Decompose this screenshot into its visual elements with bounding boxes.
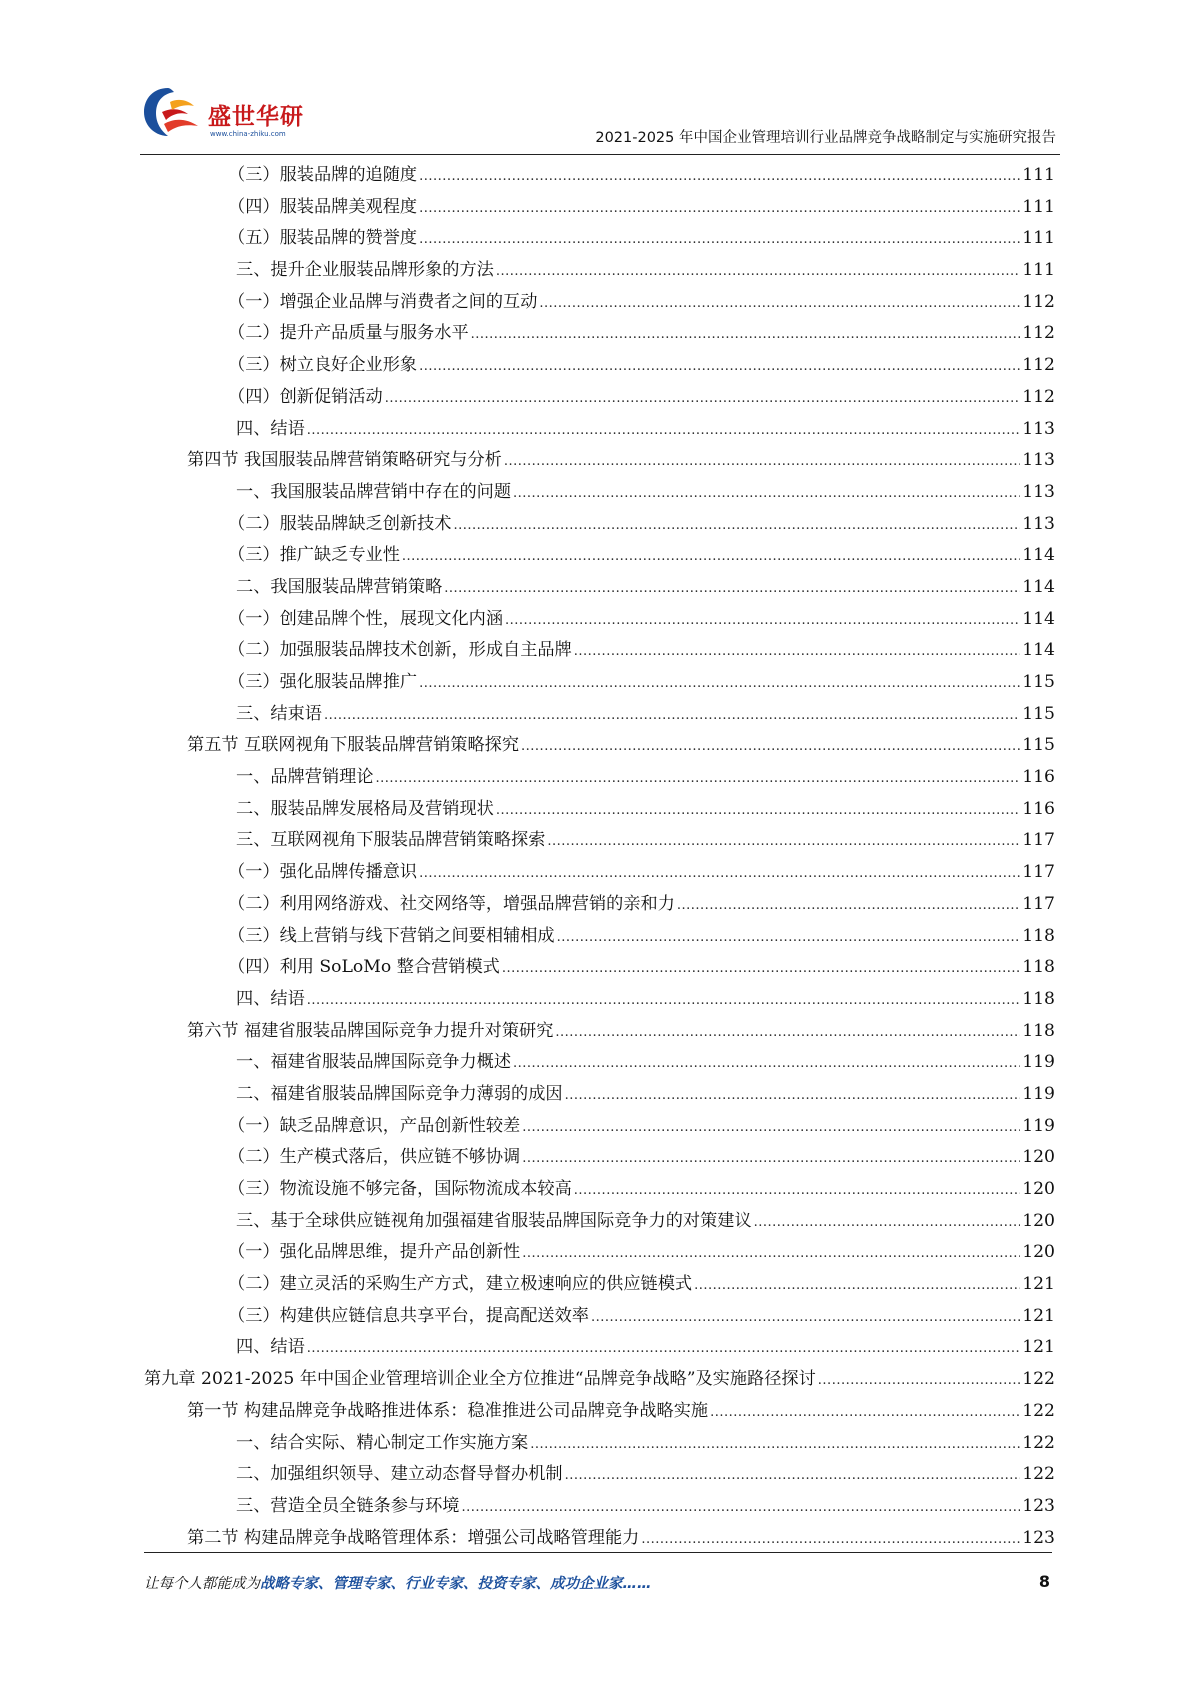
- toc-dot-leader: [496, 256, 1020, 288]
- toc-dot-leader: [376, 763, 1021, 795]
- toc-dot-leader: [754, 1207, 1021, 1239]
- toc-entry-page: 112: [1022, 355, 1055, 376]
- toc-entry-title: （二）利用网络游戏、社交网络等，增强品牌营销的亲和力: [228, 893, 675, 914]
- toc-entry[interactable]: [144, 1269, 1055, 1301]
- toc-entry-title: （三）强化服装品牌推广: [228, 672, 418, 692]
- toc-dot-leader: [591, 1302, 1020, 1334]
- table-of-contents: [144, 160, 1055, 1554]
- toc-entry-page: 115: [1022, 735, 1055, 756]
- toc-entry-title: （二）建立灵活的采购生产方式，建立极速响应的供应链模式: [228, 1274, 693, 1295]
- toc-entry-page: 113: [1022, 418, 1055, 439]
- toc-entry-title: （四）服装品牌美观程度: [228, 196, 418, 217]
- toc-entry[interactable]: [144, 192, 1055, 224]
- toc-entry-page: 121: [1022, 1274, 1055, 1295]
- toc-dot-leader: [513, 478, 1020, 510]
- toc-dot-leader: [419, 668, 1020, 700]
- report-title: 2021-2025 年中国企业管理培训行业品牌竞争战略制定与实施研究报告: [595, 130, 1056, 146]
- toc-entry[interactable]: [144, 1206, 1055, 1238]
- toc-entry-title: （三）物流设施不够完备，国际物流成本较高: [228, 1179, 572, 1199]
- toc-entry[interactable]: [144, 350, 1055, 382]
- toc-entry[interactable]: [144, 825, 1055, 857]
- toc-dot-leader: [557, 922, 1021, 954]
- toc-entry-title: 三、结束语: [236, 703, 322, 724]
- toc-dot-leader: [677, 890, 1020, 922]
- toc-entry-page: 116: [1022, 798, 1055, 819]
- toc-dot-leader: [505, 605, 1020, 637]
- toc-entry[interactable]: [144, 477, 1055, 509]
- toc-entry-title: 二、福建省服装品牌国际竞争力薄弱的成因: [236, 1083, 563, 1104]
- toc-dot-leader: [307, 985, 1020, 1017]
- toc-entry-page: 112: [1022, 291, 1055, 312]
- toc-entry-title: 第一节 构建品牌竞争战略推进体系：稳准推进公司品牌竞争战略实施: [187, 1400, 709, 1421]
- toc-entry-page: 122: [1022, 1464, 1055, 1485]
- toc-entry-page: 113: [1022, 481, 1055, 502]
- toc-entry-title: （一）增强企业品牌与消费者之间的互动: [228, 291, 538, 312]
- toc-dot-leader: [547, 826, 1020, 858]
- toc-entry-title: 三、提升企业服装品牌形象的方法: [236, 260, 494, 281]
- toc-entry-title: （三）推广缺乏专业性: [228, 545, 400, 566]
- toc-entry-page: 111: [1022, 165, 1055, 185]
- toc-entry-page: 119: [1022, 1083, 1055, 1104]
- toc-entry[interactable]: [144, 984, 1055, 1016]
- toc-dot-leader: [513, 1048, 1020, 1080]
- toc-entry-title: 第九章 2021-2025 年中国企业管理培训企业全方位推进“品牌竞争战略”及实施路径探讨: [144, 1369, 816, 1390]
- toc-entry[interactable]: [144, 445, 1055, 477]
- toc-entry[interactable]: [144, 1523, 1055, 1555]
- toc-entry[interactable]: [144, 1142, 1055, 1174]
- toc-entry-page: 112: [1022, 323, 1055, 344]
- toc-entry-title: 四、结语: [236, 418, 305, 439]
- toc-dot-leader: [641, 1524, 1020, 1556]
- toc-entry[interactable]: [144, 1332, 1055, 1364]
- toc-entry-title: （三）服装品牌的追随度: [228, 165, 418, 185]
- toc-entry[interactable]: [144, 857, 1055, 889]
- toc-entry[interactable]: [144, 1396, 1055, 1428]
- toc-dot-leader: [694, 1270, 1020, 1302]
- toc-entry[interactable]: [144, 762, 1055, 794]
- footer-slogan-lead: 让每个人都能成为: [144, 1576, 260, 1592]
- toc-entry-page: 114: [1022, 576, 1055, 597]
- toc-entry-page: 121: [1022, 1305, 1055, 1326]
- toc-entry[interactable]: [144, 794, 1055, 826]
- toc-entry[interactable]: [144, 572, 1055, 604]
- toc-dot-leader: [385, 383, 1020, 415]
- toc-entry[interactable]: [144, 1459, 1055, 1491]
- toc-entry-page: 113: [1022, 513, 1055, 534]
- toc-dot-leader: [565, 1460, 1021, 1492]
- toc-entry-title: （一）强化品牌传播意识: [228, 862, 418, 883]
- brand-url: www.china-zhiku.com: [210, 130, 286, 138]
- toc-entry-page: 123: [1022, 1495, 1055, 1516]
- toc-entry[interactable]: [144, 540, 1055, 572]
- toc-dot-leader: [496, 795, 1020, 827]
- toc-entry-title: 第五节 互联网视角下服装品牌营销策略探究: [187, 735, 520, 756]
- toc-entry[interactable]: [144, 604, 1055, 636]
- toc-dot-leader: [419, 351, 1020, 383]
- company-logo: [140, 82, 400, 148]
- toc-entry-title: （四）创新促销活动: [228, 386, 383, 407]
- toc-entry-page: 111: [1022, 228, 1055, 249]
- toc-entry-page: 120: [1022, 1242, 1055, 1263]
- brand-name: 盛世华研: [208, 104, 304, 130]
- toc-entry-page: 114: [1022, 640, 1055, 661]
- toc-entry-page: 115: [1022, 703, 1055, 724]
- toc-entry[interactable]: [144, 667, 1055, 699]
- toc-entry-page: 118: [1022, 925, 1055, 946]
- toc-entry-title: 第二节 构建品牌竞争战略管理体系：增强公司战略管理能力: [187, 1527, 640, 1548]
- toc-entry-title: 二、服装品牌发展格局及营销现状: [236, 798, 494, 819]
- toc-dot-leader: [504, 446, 1020, 478]
- toc-entry-page: 115: [1022, 672, 1055, 692]
- toc-entry[interactable]: [144, 1364, 1055, 1396]
- toc-entry-page: 120: [1022, 1210, 1055, 1231]
- toc-dot-leader: [471, 319, 1021, 351]
- toc-entry[interactable]: [144, 635, 1055, 667]
- toc-entry[interactable]: [144, 889, 1055, 921]
- toc-entry[interactable]: [144, 509, 1055, 541]
- toc-entry-title: （一）强化品牌思维，提升产品创新性: [228, 1242, 521, 1263]
- toc-entry[interactable]: [144, 414, 1055, 446]
- toc-dot-leader: [419, 161, 1020, 193]
- toc-dot-leader: [419, 224, 1020, 256]
- toc-entry[interactable]: [144, 952, 1055, 984]
- toc-entry-page: 114: [1022, 608, 1055, 629]
- toc-dot-leader: [574, 636, 1020, 668]
- toc-dot-leader: [710, 1397, 1020, 1429]
- toc-entry-title: 三、互联网视角下服装品牌营销策略探索: [236, 830, 546, 851]
- toc-entry-title: 一、福建省服装品牌国际竞争力概述: [236, 1052, 512, 1073]
- toc-dot-leader: [461, 1492, 1020, 1524]
- toc-dot-leader: [453, 510, 1020, 542]
- toc-entry-page: 111: [1022, 196, 1055, 217]
- toc-entry[interactable]: [144, 1428, 1055, 1460]
- toc-entry[interactable]: [144, 382, 1055, 414]
- toc-entry-page: 120: [1022, 1147, 1055, 1168]
- toc-entry-title: 一、品牌营销理论: [236, 767, 374, 788]
- toc-entry-page: 118: [1022, 957, 1055, 978]
- toc-dot-leader: [522, 1143, 1020, 1175]
- toc-entry-title: 一、结合实际、精心制定工作实施方案: [236, 1432, 529, 1453]
- toc-entry-title: 一、我国服装品牌营销中存在的问题: [236, 481, 512, 502]
- toc-entry-title: 四、结语: [236, 988, 305, 1009]
- toc-entry-page: 111: [1022, 260, 1055, 281]
- toc-entry[interactable]: [144, 699, 1055, 731]
- toc-dot-leader: [324, 700, 1020, 732]
- toc-entry[interactable]: [144, 287, 1055, 319]
- toc-entry[interactable]: [144, 921, 1055, 953]
- logo-emblem-icon: [140, 82, 210, 144]
- footer-slogan-accent: 战略专家、管理专家、行业专家、投资专家、成功企业家……: [260, 1576, 652, 1592]
- toc-entry[interactable]: [144, 1491, 1055, 1523]
- page-footer: [144, 1572, 1052, 1596]
- toc-entry-page: 122: [1022, 1369, 1055, 1390]
- toc-dot-leader: [539, 288, 1020, 320]
- toc-entry[interactable]: [144, 1111, 1055, 1143]
- toc-entry[interactable]: [144, 1174, 1055, 1206]
- toc-entry-title: （三）构建供应链信息共享平台，提高配送效率: [228, 1305, 589, 1326]
- toc-entry[interactable]: [144, 255, 1055, 287]
- page-number: 8: [1038, 1572, 1050, 1591]
- toc-entry[interactable]: [144, 1079, 1055, 1111]
- toc-entry-title: 四、结语: [236, 1337, 305, 1358]
- toc-entry-page: 116: [1022, 767, 1055, 788]
- toc-dot-leader: [530, 1429, 1020, 1461]
- toc-dot-leader: [555, 1017, 1020, 1049]
- toc-entry[interactable]: [144, 223, 1055, 255]
- toc-entry-page: 123: [1022, 1527, 1055, 1548]
- toc-entry-title: 三、营造全员全链条参与环境: [236, 1495, 460, 1516]
- toc-dot-leader: [565, 1080, 1021, 1112]
- toc-entry[interactable]: [144, 160, 1055, 192]
- toc-entry-title: （一）创建品牌个性，展现文化内涵: [228, 608, 504, 629]
- toc-entry-title: 第四节 我国服装品牌营销策略研究与分析: [187, 450, 502, 471]
- toc-entry-title: （二）提升产品质量与服务水平: [228, 323, 469, 344]
- toc-dot-leader: [574, 1175, 1020, 1207]
- toc-dot-leader: [419, 193, 1020, 225]
- toc-entry-page: 117: [1022, 830, 1055, 851]
- toc-entry[interactable]: [144, 1047, 1055, 1079]
- toc-dot-leader: [818, 1365, 1020, 1397]
- toc-entry-title: （二）服装品牌缺乏创新技术: [228, 513, 452, 534]
- toc-entry-page: 119: [1022, 1115, 1055, 1136]
- toc-entry-page: 117: [1022, 862, 1055, 883]
- toc-dot-leader: [522, 1238, 1020, 1270]
- toc-entry-title: （二）加强服装品牌技术创新，形成自主品牌: [228, 640, 572, 661]
- toc-entry-page: 118: [1022, 988, 1055, 1009]
- toc-entry-page: 117: [1022, 893, 1055, 914]
- toc-entry-title: 三、基于全球供应链视角加强福建省服装品牌国际竞争力的对策建议: [236, 1210, 752, 1231]
- toc-dot-leader: [307, 415, 1020, 447]
- page-header: [140, 82, 1060, 160]
- toc-entry-title: （五）服装品牌的赞誉度: [228, 228, 418, 249]
- toc-entry-page: 112: [1022, 386, 1055, 407]
- toc-dot-leader: [444, 573, 1020, 605]
- toc-entry-title: （四）利用 SoLoMo 整合营销模式: [228, 957, 500, 978]
- toc-dot-leader: [522, 1112, 1020, 1144]
- toc-dot-leader: [502, 953, 1020, 985]
- toc-entry-title: 第六节 福建省服装品牌国际竞争力提升对策研究: [187, 1020, 554, 1041]
- toc-entry-title: 二、我国服装品牌营销策略: [236, 576, 443, 597]
- toc-entry-title: （三）树立良好企业形象: [228, 355, 418, 376]
- toc-dot-leader: [419, 858, 1020, 890]
- toc-entry-title: （二）生产模式落后，供应链不够协调: [228, 1147, 521, 1168]
- toc-entry-page: 119: [1022, 1052, 1055, 1073]
- toc-entry[interactable]: [144, 1301, 1055, 1333]
- toc-entry-page: 121: [1022, 1337, 1055, 1358]
- toc-dot-leader: [521, 731, 1020, 763]
- toc-entry-page: 113: [1022, 450, 1055, 471]
- toc-entry[interactable]: [144, 318, 1055, 350]
- toc-dot-leader: [307, 1333, 1020, 1365]
- toc-entry-page: 114: [1022, 545, 1055, 566]
- toc-entry-title: （三）线上营销与线下营销之间要相辅相成: [228, 925, 555, 946]
- toc-entry[interactable]: [144, 730, 1055, 762]
- header-divider: [140, 154, 1060, 155]
- toc-entry[interactable]: [144, 1237, 1055, 1269]
- footer-divider: [144, 1552, 1052, 1553]
- toc-entry[interactable]: [144, 1016, 1055, 1048]
- toc-entry-page: 118: [1022, 1020, 1055, 1041]
- toc-entry-title: 二、加强组织领导、建立动态督导督办机制: [236, 1464, 563, 1485]
- toc-entry-page: 122: [1022, 1432, 1055, 1453]
- toc-dot-leader: [402, 541, 1020, 573]
- toc-entry-page: 122: [1022, 1400, 1055, 1421]
- toc-entry-title: （一）缺乏品牌意识，产品创新性较差: [228, 1115, 521, 1136]
- toc-entry-page: 120: [1022, 1179, 1055, 1199]
